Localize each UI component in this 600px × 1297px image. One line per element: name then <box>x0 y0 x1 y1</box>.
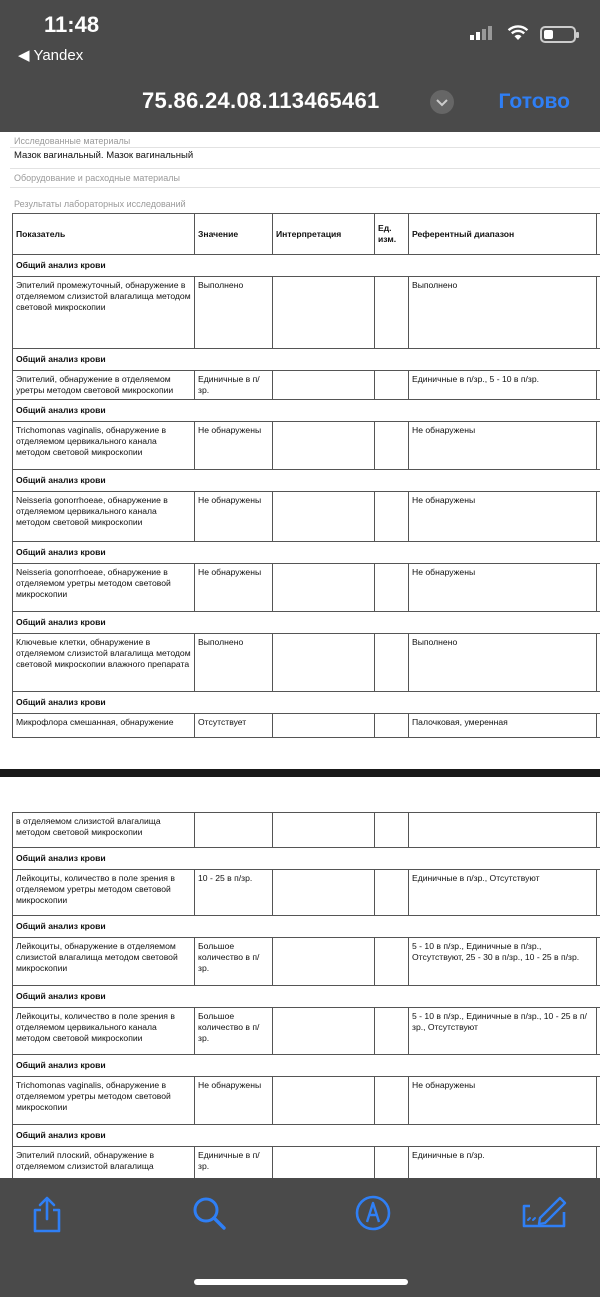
value-cell: Выполнено <box>195 634 273 692</box>
reference-cell <box>409 813 597 848</box>
table-row <box>13 870 600 916</box>
search-icon[interactable] <box>190 1194 228 1232</box>
unit-cell <box>375 371 409 400</box>
cutoff-cell <box>597 714 600 738</box>
reference-cell: Не обнаружены <box>409 564 597 612</box>
reference-cell: Единичные в п/зр., 5 - 10 в п/зр. <box>409 371 597 400</box>
cutoff-cell <box>597 422 600 470</box>
table-row <box>13 492 600 542</box>
value-cell: Большое количество в п/зр. <box>195 1008 273 1055</box>
group-row <box>13 349 600 371</box>
unit-cell <box>375 1077 409 1125</box>
unit-cell <box>375 492 409 542</box>
indicator-cell: Лейкоциты, количество в поле зрения в отделяемом уретры методом световой микроскопии <box>13 870 195 916</box>
indicator-cell: Лейкоциты, количество в поле зрения в отделяемом цервикального канала методом световой микроскопии <box>13 1008 195 1055</box>
divider <box>10 187 600 188</box>
group-row <box>13 692 600 714</box>
document-viewer[interactable] <box>0 132 600 1178</box>
group-label: Общий анализ крови <box>13 400 600 422</box>
indicator-cell: Neisseria gonorrhoeae, обнаружение в отделяемом цервикального канала методом световой микроскопии <box>13 492 195 542</box>
group-label: Общий анализ крови <box>13 255 600 277</box>
unit-cell <box>375 813 409 848</box>
value-cell: Не обнаружены <box>195 1077 273 1125</box>
column-header: Референтный диапазон <box>409 214 597 255</box>
chevron-down-icon[interactable] <box>430 90 454 114</box>
divider <box>10 147 600 148</box>
group-row <box>13 916 600 938</box>
indicator-cell: Ключевые клетки, обнаружение в отделяемом слизистой влагалища методом световой микроскопии влажного препарата <box>13 634 195 692</box>
group-row <box>13 1055 600 1077</box>
column-header: Ед. изм. <box>375 214 409 255</box>
done-button[interactable]: Готово <box>498 90 570 113</box>
table-row <box>13 277 600 349</box>
section-equipment-heading: Оборудование и расходные материалы <box>14 173 180 183</box>
table-row <box>13 564 600 612</box>
group-row <box>13 470 600 492</box>
value-cell <box>195 813 273 848</box>
unit-cell <box>375 714 409 738</box>
column-header: Показатель <box>13 214 195 255</box>
column-header-cutoff <box>597 214 600 255</box>
cutoff-cell <box>597 870 600 916</box>
group-row <box>13 255 600 277</box>
page-separator <box>0 769 600 812</box>
interp-cell <box>273 277 375 349</box>
section-materials-heading: Исследованные материалы <box>14 136 131 146</box>
interp-cell <box>273 1147 375 1179</box>
back-app-label: Yandex <box>33 47 84 64</box>
group-label: Общий анализ крови <box>13 692 600 714</box>
value-cell: Не обнаружены <box>195 564 273 612</box>
divider <box>10 168 600 169</box>
cutoff-cell <box>597 813 600 848</box>
group-label: Общий анализ крови <box>13 848 600 870</box>
column-header: Значение <box>195 214 273 255</box>
group-row <box>13 400 600 422</box>
cutoff-cell <box>597 938 600 986</box>
results-table-continued <box>12 812 600 1178</box>
results-table <box>12 213 600 738</box>
indicator-cell: Trichomonas vaginalis, обнаружение в отделяемом уретры методом световой микроскопии <box>13 1077 195 1125</box>
group-row <box>13 1125 600 1147</box>
clock: 11:48 <box>44 12 100 37</box>
nav-bar <box>0 72 600 132</box>
interp-cell <box>273 422 375 470</box>
status-bar <box>0 0 600 72</box>
signal-icon <box>470 26 492 40</box>
unit-cell <box>375 870 409 916</box>
unit-cell <box>375 277 409 349</box>
indicator-cell: Trichomonas vaginalis, обнаружение в отделяемом цервикального канала методом световой микроскопии <box>13 422 195 470</box>
value-cell: Большое количество в п/зр. <box>195 938 273 986</box>
reference-cell: Не обнаружены <box>409 1077 597 1125</box>
group-label: Общий анализ крови <box>13 542 600 564</box>
table-row <box>13 714 600 738</box>
indicator-cell: Эпителий, обнаружение в отделяемом уретры методом световой микроскопии <box>13 371 195 400</box>
interp-cell <box>273 870 375 916</box>
group-label: Общий анализ крови <box>13 1055 600 1077</box>
interp-cell <box>273 714 375 738</box>
wifi-icon <box>506 22 530 42</box>
signature-icon[interactable] <box>520 1194 568 1232</box>
reference-cell: Единичные в п/зр., Отсутствуют <box>409 870 597 916</box>
indicator-cell: Микрофлора смешанная, обнаружение <box>13 714 195 738</box>
interp-cell <box>273 813 375 848</box>
unit-cell <box>375 1147 409 1179</box>
indicator-cell: Эпителий промежуточный, обнаружение в отделяемом слизистой влагалища методом световой микроскопии <box>13 277 195 349</box>
home-indicator[interactable] <box>194 1279 408 1285</box>
unit-cell <box>375 564 409 612</box>
reference-cell: 5 - 10 в п/зр., Единичные в п/зр., 10 - 25 в п/зр., Отсутствуют <box>409 1008 597 1055</box>
indicator-cell: Neisseria gonorrhoeae, обнаружение в отделяемом уретры методом световой микроскопии <box>13 564 195 612</box>
group-row <box>13 986 600 1008</box>
unit-cell <box>375 634 409 692</box>
value-cell: 10 - 25 в п/зр. <box>195 870 273 916</box>
group-label: Общий анализ крови <box>13 612 600 634</box>
unit-cell <box>375 938 409 986</box>
cutoff-cell <box>597 1008 600 1055</box>
cutoff-cell <box>597 371 600 400</box>
cutoff-cell <box>597 277 600 349</box>
reference-cell: Выполнено <box>409 634 597 692</box>
value-cell: Не обнаружены <box>195 422 273 470</box>
indicator-cell: в отделяемом слизистой влагалища методом световой микроскопии <box>13 813 195 848</box>
back-to-app-link[interactable] <box>18 46 83 64</box>
unit-cell <box>375 422 409 470</box>
interp-cell <box>273 564 375 612</box>
materials-value: Мазок вагинальный. Мазок вагинальный <box>14 150 194 161</box>
interp-cell <box>273 634 375 692</box>
reference-cell: Не обнаружены <box>409 422 597 470</box>
group-label: Общий анализ крови <box>13 470 600 492</box>
value-cell: Единичные в п/зр. <box>195 371 273 400</box>
reference-cell: Не обнаружены <box>409 492 597 542</box>
value-cell: Единичные в п/зр. <box>195 1147 273 1179</box>
table-header-row <box>13 214 600 255</box>
table-row <box>13 634 600 692</box>
table-row <box>13 1077 600 1125</box>
interp-cell <box>273 938 375 986</box>
reference-cell: Палочковая, умеренная <box>409 714 597 738</box>
table-row <box>13 1147 600 1179</box>
table-row <box>13 938 600 986</box>
document-page-2 <box>0 812 600 1178</box>
cutoff-cell <box>597 1077 600 1125</box>
interp-cell <box>273 1077 375 1125</box>
interp-cell <box>273 492 375 542</box>
group-row <box>13 848 600 870</box>
value-cell: Выполнено <box>195 277 273 349</box>
cutoff-cell <box>597 564 600 612</box>
group-label: Общий анализ крови <box>13 1125 600 1147</box>
column-header: Интерпретация <box>273 214 375 255</box>
reference-cell: 5 - 10 в п/зр., Единичные в п/зр., Отсутствуют, 25 - 30 в п/зр., 10 - 25 в п/зр. <box>409 938 597 986</box>
group-label: Общий анализ крови <box>13 916 600 938</box>
interp-cell <box>273 371 375 400</box>
section-results-heading: Результаты лабораторных исследований <box>14 199 186 209</box>
document-page-1 <box>0 132 600 769</box>
unit-cell <box>375 1008 409 1055</box>
reference-cell: Выполнено <box>409 277 597 349</box>
interp-cell <box>273 1008 375 1055</box>
indicator-cell: Лейкоциты, обнаружение в отделяемом слизистой влагалища методом световой микроскопии <box>13 938 195 986</box>
group-label: Общий анализ крови <box>13 349 600 371</box>
value-cell: Отсутствует <box>195 714 273 738</box>
markup-icon[interactable] <box>354 1194 392 1232</box>
group-row <box>13 542 600 564</box>
table-row <box>13 371 600 400</box>
back-triangle-icon: ◀ <box>18 47 30 64</box>
cutoff-cell <box>597 634 600 692</box>
cutoff-cell <box>597 1147 600 1179</box>
reference-cell: Единичные в п/зр. <box>409 1147 597 1179</box>
share-icon[interactable] <box>30 1194 64 1234</box>
document-title[interactable]: 75.86.24.08.113465461 <box>142 88 380 113</box>
group-row <box>13 612 600 634</box>
battery-icon <box>540 26 576 43</box>
cutoff-cell <box>597 492 600 542</box>
indicator-cell: Эпителий плоский, обнаружение в отделяемом слизистой влагалища <box>13 1147 195 1179</box>
table-row <box>13 813 600 848</box>
table-row <box>13 1008 600 1055</box>
table-row <box>13 422 600 470</box>
group-label: Общий анализ крови <box>13 986 600 1008</box>
value-cell: Не обнаружены <box>195 492 273 542</box>
